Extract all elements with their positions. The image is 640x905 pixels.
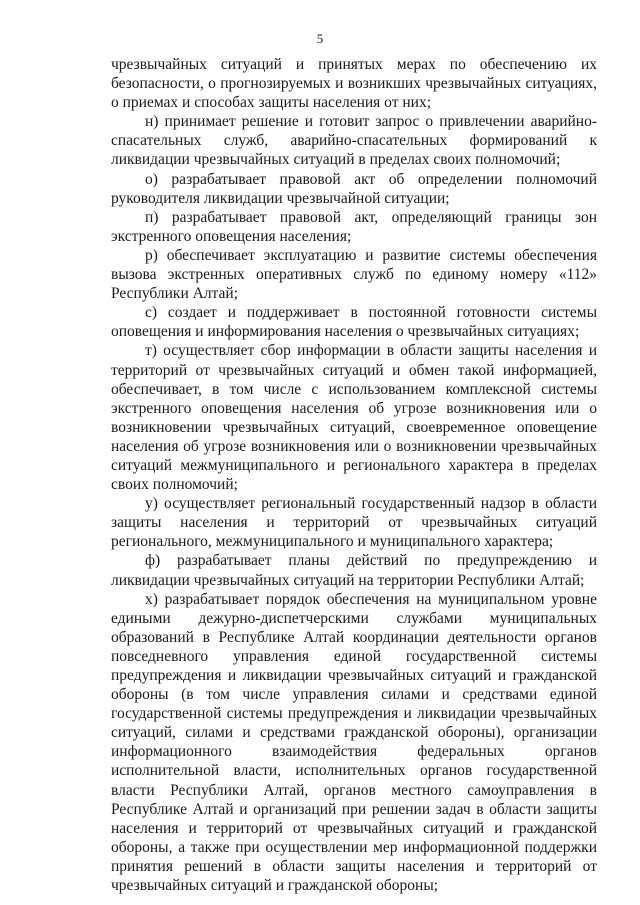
paragraph-item-u: у) осуществляет региональный государственный надзор в области защиты населения и территорий от чрезвычайных ситуаций регионального, межмуниципального и муниципального характера; <box>111 495 597 551</box>
paragraph-continuation: чрезвычайных ситуаций и принятых мерах по обеспечению их безопасности, о прогнозируемых и возникших чрезвычайных ситуациях, о приемах и способах защиты населения от них; <box>111 56 597 112</box>
paragraph-item-p: п) разрабатывает правовой акт, определяющий границы зон экстренного оповещения населения; <box>111 208 597 245</box>
paragraph-item-r: р) обеспечивает эксплуатацию и развитие системы обеспечения вызова экстренных оперативных служб по единому номеру «112» Республики Алтай; <box>111 246 597 303</box>
page-number: 5 <box>316 31 324 46</box>
paragraph-item-n: н) принимает решение и готовит запрос о привлечении аварийно-спасательных служб, аварийно-спасательных формирований к ликвидации чрезвычайных ситуаций в пределах своих полномочий; <box>111 113 597 169</box>
paragraph-item-kh: х) разрабатывает порядок обеспечения на муниципальном уровне едиными дежурно-диспетчерскими службами муниципальных образований в Республике Алтай координации деятельности органов повседневного управления единой государственной системы предупреждения и ликвидации чрезвычайных ситуаций и гражданской обороны (в том числе управления силами и средствами единой государственной системы предупреждения и ликвидации чрезвычайных ситуаций, силами и средствами гражданской обороны), организации информационного взаимодействия федеральных органов исполнительной власти, исполнительных органов государственной власти Республики Алтай, органов местного самоуправления в Республике Алтай и организаций при решении задач в области защиты населения и территорий от чрезвычайных ситуаций и гражданской обороны, а также при осуществлении мер информационной поддержки принятия решений в области защиты населения и территорий от чрезвычайных ситуаций и гражданской обороны; <box>111 590 597 895</box>
paragraph-item-t: т) осуществляет сбор информации в области защиты населения и территорий от чрезвычайных ситуаций и обмен такой информацией, обеспечивает, в том числе с использованием комплексной системы экстренного оповещения населения об угрозе возникновения или о возникновении чрезвычайных ситуаций, своевременное оповещение населения об угрозе возникновения или о возникновении чрезвычайных ситуаций межмуниципального и регионального характера в пределах своих полномочий; <box>111 342 597 494</box>
paragraph-item-f: ф) разрабатывает планы действий по предупреждению и ликвидации чрезвычайных ситуаций на территории Республики Алтай; <box>111 552 597 589</box>
paragraph-item-s: с) создает и поддерживает в постоянной готовности системы оповещения и информирования населения о чрезвычайных ситуациях; <box>111 304 597 341</box>
document-body <box>111 55 597 895</box>
paragraph-item-o: о) разрабатывает правовой акт об определении полномочий руководителя ликвидации чрезвычайной ситуации; <box>111 170 597 207</box>
